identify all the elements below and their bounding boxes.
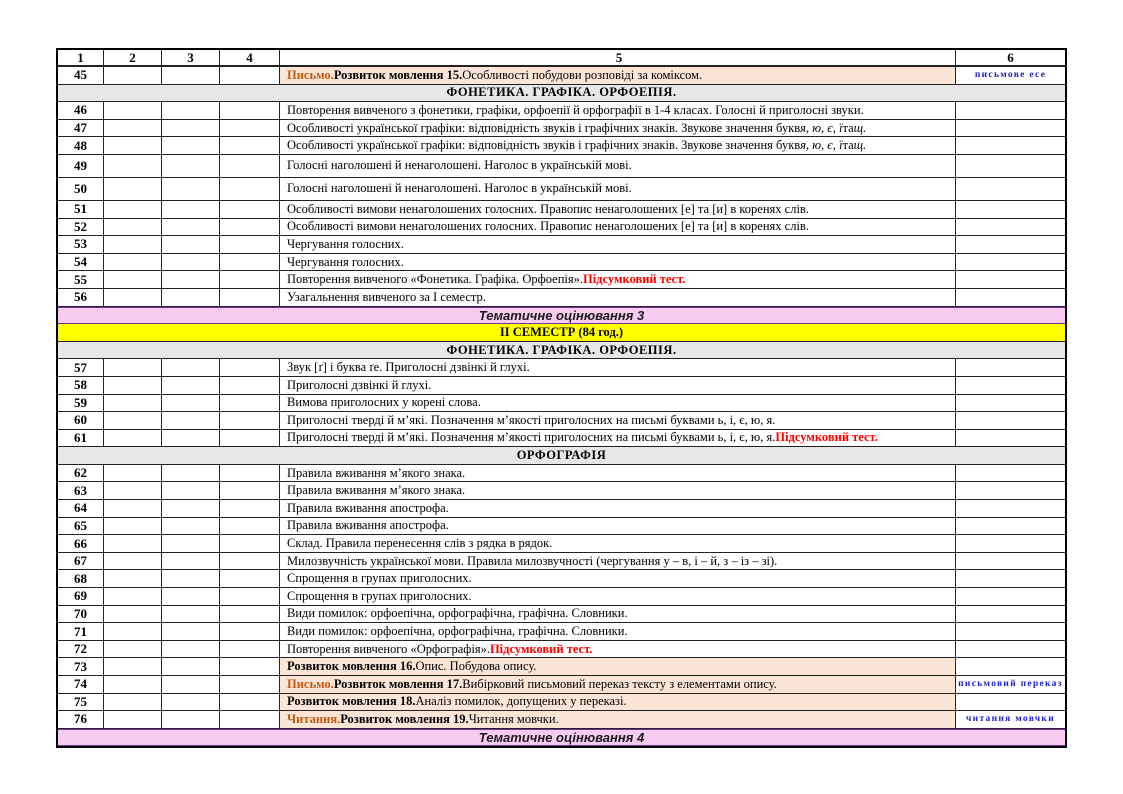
lesson-row: [58, 606, 1065, 624]
topic-text-segment: Розвиток мовлення 19.: [340, 711, 469, 726]
note-cell: [956, 641, 1065, 659]
topic-text-segment: Розвиток мовлення 15.: [333, 67, 463, 82]
lesson-topic-cell: [280, 137, 956, 155]
empty-cell: [220, 694, 280, 712]
lesson-topic-cell: [280, 482, 956, 500]
lesson-topic-cell: [280, 570, 956, 588]
empty-cell: [220, 67, 280, 85]
lesson-row: [58, 535, 1065, 553]
empty-cell: [104, 535, 162, 553]
lesson-row: [58, 553, 1065, 571]
empty-cell: [104, 553, 162, 571]
empty-cell: [220, 606, 280, 624]
lesson-number-cell: 75: [58, 694, 104, 712]
lesson-row: [58, 219, 1065, 237]
empty-cell: [162, 465, 220, 483]
topic-text-segment: Розвиток мовлення 16.: [287, 659, 416, 674]
empty-cell: [104, 658, 162, 676]
lesson-row: [58, 482, 1065, 500]
lesson-number-cell: 55: [58, 271, 104, 289]
empty-cell: [162, 359, 220, 377]
note-cell: [956, 289, 1065, 307]
note-cell: [956, 254, 1065, 272]
topic-text-segment: Узагальнення вивченого за І семестр.: [287, 289, 486, 304]
topic-text-segment: Види помилок: орфоепічна, орфографічна, графічна. Словники.: [287, 624, 628, 639]
empty-cell: [104, 289, 162, 307]
lesson-number-cell: 56: [58, 289, 104, 307]
lesson-number-cell: 50: [58, 178, 104, 201]
note-cell: [956, 482, 1065, 500]
empty-cell: [162, 482, 220, 500]
empty-cell: [220, 676, 280, 694]
lesson-row: [58, 465, 1065, 483]
empty-cell: [104, 137, 162, 155]
lesson-row: [58, 271, 1065, 289]
empty-cell: [220, 137, 280, 155]
empty-cell: [104, 570, 162, 588]
lesson-number-cell: 51: [58, 201, 104, 219]
empty-cell: [104, 377, 162, 395]
note-cell: [956, 359, 1065, 377]
topic-text-segment: Правила вживання м’якого знака.: [287, 465, 466, 480]
lesson-topic-cell: [280, 676, 956, 694]
lesson-topic-cell: [280, 553, 956, 571]
topic-text-segment: Голосні наголошені й ненаголошені. Наголос в українській мові.: [287, 181, 632, 196]
lesson-row: [58, 711, 1065, 729]
lesson-row: [58, 570, 1065, 588]
section-title: ФОНЕТИКА. ГРАФІКА. ОРФОЕПІЯ.: [58, 85, 1065, 103]
lesson-topic-cell: [280, 120, 956, 138]
empty-cell: [220, 236, 280, 254]
lesson-topic-cell: [280, 289, 956, 307]
empty-cell: [104, 219, 162, 237]
topic-text-segment: Голосні наголошені й ненаголошені. Наголос в українській мові.: [287, 158, 632, 173]
empty-cell: [220, 120, 280, 138]
lesson-topic-cell: [280, 377, 956, 395]
lesson-number-cell: 58: [58, 377, 104, 395]
empty-cell: [162, 219, 220, 237]
empty-cell: [162, 412, 220, 430]
lesson-number-cell: 72: [58, 641, 104, 659]
empty-cell: [104, 676, 162, 694]
empty-cell: [104, 359, 162, 377]
note-label: письмове есе: [974, 69, 1047, 80]
lesson-topic-cell: [280, 271, 956, 289]
empty-cell: [220, 500, 280, 518]
empty-cell: [104, 254, 162, 272]
topic-text-segment: Повторення вивченого «Фонетика. Графіка. Орфоепія».: [287, 272, 584, 287]
lesson-topic-cell: [280, 359, 956, 377]
lesson-number-cell: 73: [58, 658, 104, 676]
empty-cell: [162, 658, 220, 676]
semester-title: ІІ СЕМЕСТР (84 год.): [58, 324, 1065, 342]
topic-text-segment: Особливості вимови ненаголошених голосних. Правопис ненаголошених [е] та [и] в коренях слів.: [287, 219, 809, 234]
topic-text-segment: Милозвучність української мови. Правила милозвучності (чергування у – в, і – й, з – із – зі).: [287, 553, 778, 568]
empty-cell: [162, 518, 220, 536]
empty-cell: [220, 155, 280, 178]
section-row: [58, 342, 1065, 360]
lesson-topic-cell: [280, 711, 956, 729]
lesson-row: [58, 623, 1065, 641]
topic-text-segment: Розвиток мовлення 17.: [333, 676, 463, 691]
empty-cell: [162, 236, 220, 254]
note-cell: [956, 553, 1065, 571]
table-header-row: [58, 50, 1065, 67]
lesson-topic-cell: [280, 430, 956, 448]
lesson-number-cell: 61: [58, 430, 104, 448]
theme-row: [58, 307, 1065, 325]
empty-cell: [162, 120, 220, 138]
topic-text-segment: Спрощення в групах приголосних.: [287, 588, 472, 603]
lesson-number-cell: 52: [58, 219, 104, 237]
lesson-number-cell: 70: [58, 606, 104, 624]
lesson-topic-cell: [280, 236, 956, 254]
empty-cell: [220, 711, 280, 729]
lesson-row: [58, 641, 1065, 659]
empty-cell: [220, 482, 280, 500]
lesson-topic-cell: [280, 518, 956, 536]
empty-cell: [220, 641, 280, 659]
empty-cell: [220, 465, 280, 483]
note-cell: [956, 412, 1065, 430]
lesson-topic-cell: [280, 588, 956, 606]
empty-cell: [220, 254, 280, 272]
empty-cell: [162, 271, 220, 289]
lesson-row: [58, 254, 1065, 272]
empty-cell: [104, 518, 162, 536]
empty-cell: [104, 430, 162, 448]
empty-cell: [162, 553, 220, 571]
column-header: 3: [162, 50, 220, 67]
lesson-number-cell: 71: [58, 623, 104, 641]
topic-text-segment: Особливості української графіки: відповідність звуків і графічних знаків. Звукове значення букв: [287, 138, 801, 153]
empty-cell: [162, 254, 220, 272]
empty-cell: [104, 588, 162, 606]
topic-text-segment: Підсумковий тест.: [489, 641, 593, 656]
lesson-number-cell: 74: [58, 676, 104, 694]
empty-cell: [162, 430, 220, 448]
empty-cell: [162, 500, 220, 518]
empty-cell: [104, 412, 162, 430]
lesson-number-cell: 69: [58, 588, 104, 606]
section-row: [58, 447, 1065, 465]
empty-cell: [220, 395, 280, 413]
empty-cell: [162, 137, 220, 155]
lesson-row: [58, 694, 1065, 712]
empty-cell: [162, 570, 220, 588]
theme-row: [58, 729, 1065, 747]
lesson-number-cell: 59: [58, 395, 104, 413]
note-cell: [956, 395, 1065, 413]
empty-cell: [220, 359, 280, 377]
empty-cell: [220, 588, 280, 606]
lesson-number-cell: 49: [58, 155, 104, 178]
topic-text-segment: Вибірковий письмовий переказ тексту з елементами опису.: [462, 676, 777, 691]
lesson-number-cell: 63: [58, 482, 104, 500]
note-cell: [956, 236, 1065, 254]
empty-cell: [220, 102, 280, 120]
topic-text-segment: Особливості вимови ненаголошених голосних. Правопис ненаголошених [е] та [и] в коренях слів.: [287, 201, 809, 216]
lesson-number-cell: 65: [58, 518, 104, 536]
section-title: ОРФОГРАФІЯ: [58, 447, 1065, 465]
empty-cell: [220, 623, 280, 641]
lesson-number-cell: 46: [58, 102, 104, 120]
empty-cell: [104, 711, 162, 729]
note-cell: [956, 271, 1065, 289]
topic-text-segment: та: [842, 120, 854, 135]
lesson-number-cell: 64: [58, 500, 104, 518]
lesson-topic-cell: [280, 67, 956, 85]
curriculum-table: [56, 48, 1067, 748]
empty-cell: [162, 67, 220, 85]
lesson-number-cell: 47: [58, 120, 104, 138]
lesson-topic-cell: [280, 694, 956, 712]
lesson-row: [58, 155, 1065, 178]
topic-text-segment: Опис. Побудова опису.: [415, 659, 537, 674]
empty-cell: [104, 694, 162, 712]
theme-title: Тематичне оцінювання 4: [58, 730, 1065, 747]
empty-cell: [104, 236, 162, 254]
empty-cell: [104, 465, 162, 483]
topic-text-segment: Письмо.: [287, 676, 334, 691]
empty-cell: [162, 711, 220, 729]
topic-text-segment: я, ю, є, ї: [800, 138, 843, 153]
lesson-number-cell: 66: [58, 535, 104, 553]
topic-text-segment: Приголосні дзвінкі й глухі.: [287, 377, 432, 392]
lesson-number-cell: 67: [58, 553, 104, 571]
empty-cell: [162, 623, 220, 641]
empty-cell: [162, 102, 220, 120]
note-cell: [956, 518, 1065, 536]
lesson-topic-cell: [280, 500, 956, 518]
empty-cell: [104, 271, 162, 289]
topic-text-segment: Правила вживання апострофа.: [287, 518, 449, 533]
note-cell: [956, 137, 1065, 155]
empty-cell: [104, 201, 162, 219]
note-cell: [956, 155, 1065, 178]
topic-text-segment: Підсумковий тест.: [775, 430, 878, 445]
lesson-number-cell: 60: [58, 412, 104, 430]
note-cell: [956, 535, 1065, 553]
lesson-topic-cell: [280, 155, 956, 178]
empty-cell: [220, 271, 280, 289]
lesson-topic-cell: [280, 606, 956, 624]
lesson-number-cell: 68: [58, 570, 104, 588]
empty-cell: [104, 178, 162, 201]
note-cell: [956, 67, 1065, 85]
lesson-topic-cell: [280, 178, 956, 201]
lesson-topic-cell: [280, 535, 956, 553]
lesson-row: [58, 102, 1065, 120]
empty-cell: [104, 500, 162, 518]
empty-cell: [104, 102, 162, 120]
lesson-topic-cell: [280, 102, 956, 120]
empty-cell: [220, 219, 280, 237]
empty-cell: [220, 570, 280, 588]
lesson-row: [58, 201, 1065, 219]
empty-cell: [162, 178, 220, 201]
topic-text-segment: щ.: [853, 120, 867, 135]
section-title: ФОНЕТИКА. ГРАФІКА. ОРФОЕПІЯ.: [58, 342, 1065, 360]
lesson-number-cell: 53: [58, 236, 104, 254]
semester-row: [58, 324, 1065, 342]
column-header: 2: [104, 50, 162, 67]
note-label: читання мовчки: [966, 713, 1055, 724]
topic-text-segment: Підсумковий тест.: [583, 272, 686, 287]
empty-cell: [220, 377, 280, 395]
lesson-row: [58, 500, 1065, 518]
empty-cell: [162, 395, 220, 413]
topic-text-segment: Склад. Правила перенесення слів з рядка в рядок.: [287, 536, 553, 551]
column-header: 6: [956, 50, 1065, 67]
topic-text-segment: Приголосні тверді й м’які. Позначення м’якості приголосних на письмі буквами ь, і, є, ю, я.: [287, 412, 776, 427]
note-cell: [956, 570, 1065, 588]
topic-text-segment: я, ю, є, ї: [800, 120, 843, 135]
empty-cell: [104, 641, 162, 659]
empty-cell: [220, 412, 280, 430]
note-cell: [956, 606, 1065, 624]
lesson-row: [58, 67, 1065, 85]
lesson-row: [58, 430, 1065, 448]
empty-cell: [162, 641, 220, 659]
empty-cell: [162, 377, 220, 395]
lesson-row: [58, 658, 1065, 676]
note-cell: [956, 377, 1065, 395]
lesson-number-cell: 76: [58, 711, 104, 729]
topic-text-segment: Читання.: [287, 711, 341, 726]
topic-text-segment: Повторення вивченого з фонетики, графіки, орфоепії й орфографії в 1-4 класах. Голосні й приголосні звуки.: [287, 102, 864, 117]
note-cell: [956, 219, 1065, 237]
lesson-topic-cell: [280, 395, 956, 413]
topic-text-segment: Вимова приголосних у корені слова.: [287, 395, 481, 410]
empty-cell: [162, 535, 220, 553]
topic-text-segment: Чергування голосних.: [287, 254, 404, 269]
lesson-topic-cell: [280, 658, 956, 676]
empty-cell: [104, 606, 162, 624]
empty-cell: [104, 155, 162, 178]
empty-cell: [162, 606, 220, 624]
empty-cell: [162, 694, 220, 712]
lesson-number-cell: 54: [58, 254, 104, 272]
note-cell: [956, 430, 1065, 448]
topic-text-segment: Чергування голосних.: [287, 236, 404, 251]
empty-cell: [220, 430, 280, 448]
column-header: 1: [58, 50, 104, 67]
topic-text-segment: Види помилок: орфоепічна, орфографічна, графічна. Словники.: [287, 606, 628, 621]
topic-text-segment: Особливості побудови розповіді за коміксом.: [462, 67, 703, 82]
lesson-number-cell: 45: [58, 67, 104, 85]
topic-text-segment: Правила вживання апострофа.: [287, 500, 449, 515]
empty-cell: [104, 120, 162, 138]
empty-cell: [220, 553, 280, 571]
column-header: 4: [220, 50, 280, 67]
lesson-topic-cell: [280, 465, 956, 483]
lesson-number-cell: 62: [58, 465, 104, 483]
lesson-row: [58, 377, 1065, 395]
empty-cell: [220, 178, 280, 201]
topic-text-segment: Аналіз помилок, допущених у переказі.: [415, 694, 627, 709]
note-cell: [956, 711, 1065, 729]
empty-cell: [104, 482, 162, 500]
empty-cell: [104, 67, 162, 85]
topic-text-segment: Спрощення в групах приголосних.: [287, 571, 472, 586]
lesson-number-cell: 57: [58, 359, 104, 377]
lesson-row: [58, 676, 1065, 694]
lesson-row: [58, 359, 1065, 377]
topic-text-segment: Повторення вивченого «Орфографія».: [287, 641, 490, 656]
topic-text-segment: Приголосні тверді й м’які. Позначення м’якості приголосних на письмі буквами ь, і, є, ю, я.: [287, 430, 776, 445]
lesson-row: [58, 588, 1065, 606]
note-cell: [956, 120, 1065, 138]
topic-text-segment: Розвиток мовлення 18.: [287, 694, 416, 709]
empty-cell: [162, 289, 220, 307]
note-label: письмовий переказ: [958, 678, 1063, 689]
note-cell: [956, 102, 1065, 120]
lesson-topic-cell: [280, 201, 956, 219]
lesson-row: [58, 395, 1065, 413]
note-cell: [956, 623, 1065, 641]
empty-cell: [162, 201, 220, 219]
note-cell: [956, 588, 1065, 606]
section-row: [58, 85, 1065, 103]
lesson-row: [58, 120, 1065, 138]
topic-text-segment: Письмо.: [287, 67, 334, 82]
topic-text-segment: Особливості української графіки: відповідність звуків і графічних знаків. Звукове значення букв: [287, 120, 801, 135]
empty-cell: [162, 676, 220, 694]
empty-cell: [104, 623, 162, 641]
note-cell: [956, 658, 1065, 676]
lesson-row: [58, 518, 1065, 536]
topic-text-segment: Читання мовчки.: [468, 711, 559, 726]
lesson-row: [58, 236, 1065, 254]
lesson-number-cell: 48: [58, 137, 104, 155]
note-cell: [956, 500, 1065, 518]
note-cell: [956, 694, 1065, 712]
empty-cell: [220, 201, 280, 219]
lesson-topic-cell: [280, 623, 956, 641]
column-header: 5: [280, 50, 956, 67]
topic-text-segment: щ.: [853, 138, 867, 153]
topic-text-segment: Звук [ґ] і буква ґе. Приголосні дзвінкі й глухі.: [287, 360, 530, 375]
theme-title: Тематичне оцінювання 3: [58, 308, 1065, 325]
empty-cell: [220, 658, 280, 676]
note-cell: [956, 178, 1065, 201]
lesson-row: [58, 289, 1065, 307]
empty-cell: [220, 535, 280, 553]
empty-cell: [162, 588, 220, 606]
lesson-row: [58, 178, 1065, 201]
lesson-topic-cell: [280, 219, 956, 237]
lesson-topic-cell: [280, 641, 956, 659]
note-cell: [956, 676, 1065, 694]
empty-cell: [104, 395, 162, 413]
lesson-topic-cell: [280, 254, 956, 272]
lesson-topic-cell: [280, 412, 956, 430]
empty-cell: [220, 518, 280, 536]
topic-text-segment: та: [842, 138, 854, 153]
lesson-row: [58, 137, 1065, 155]
lesson-row: [58, 412, 1065, 430]
topic-text-segment: Правила вживання м’якого знака.: [287, 483, 466, 498]
note-cell: [956, 465, 1065, 483]
note-cell: [956, 201, 1065, 219]
empty-cell: [220, 289, 280, 307]
empty-cell: [162, 155, 220, 178]
